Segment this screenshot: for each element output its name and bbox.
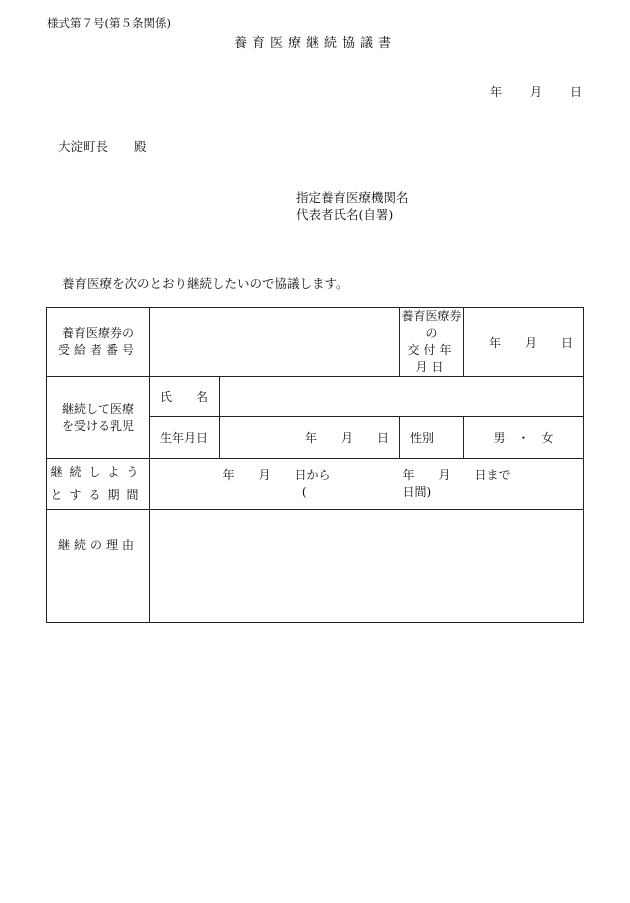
reason-label-text: 継続の理由 (57, 538, 138, 552)
name-label: 氏 名 (150, 377, 220, 417)
table-row (47, 459, 584, 510)
date-month-label: 月 (529, 85, 542, 99)
addressee (58, 137, 147, 155)
issue-date-label (400, 308, 464, 377)
form-number: 様式第７号(第５条関係) (47, 16, 171, 30)
period-label-line1: 継続しよう (50, 465, 146, 479)
period-line1: 年 月 日から 年 月 日まで (222, 468, 511, 482)
infant-label (47, 377, 150, 459)
recipient-number-label (47, 308, 150, 377)
recipient-number-label-line1: 養育医療券の (61, 326, 134, 340)
infant-label-line2: を受ける乳児 (61, 418, 134, 433)
period-field[interactable] (150, 459, 584, 510)
issue-date-label-line1: 養育医療券の (401, 309, 462, 340)
period-line2: ( 日間) (301, 485, 432, 499)
document-title: 養育医療継続協議書 (233, 36, 396, 51)
table-row (47, 377, 584, 417)
birthdate-label: 生年月日 (150, 417, 220, 459)
period-label-line2: とする期間 (50, 488, 146, 502)
period-label (47, 459, 150, 510)
table-row (47, 510, 584, 623)
date-year-label: 年 (489, 85, 502, 99)
issue-date-field[interactable]: 年 月 日 (464, 308, 584, 377)
addressee-name: 大淀町長 (58, 139, 109, 154)
issue-date-label-line2: 交付年月日 (407, 343, 456, 374)
sex-options[interactable]: 男 ・ 女 (464, 417, 584, 459)
date-day-label: 日 (569, 85, 582, 99)
recipient-number-field[interactable] (150, 308, 400, 377)
sex-label: 性別 (400, 417, 464, 459)
intro-text: 養育医療を次のとおり継続したいので協議します。 (62, 276, 349, 291)
reason-field[interactable] (150, 510, 584, 623)
document-date (490, 83, 582, 100)
application-table (46, 307, 584, 623)
name-field[interactable] (220, 377, 584, 417)
table-row (47, 308, 584, 377)
recipient-number-label-line2: 受給者番号 (57, 343, 138, 357)
reason-label (47, 510, 150, 623)
birthdate-field[interactable]: 年 月 日 (220, 417, 400, 459)
addressee-honorific: 殿 (134, 139, 147, 154)
infant-label-line1: 継続して医療 (61, 401, 134, 416)
institution-label: 指定養育医療機関名 (296, 190, 409, 205)
representative-label: 代表者氏名(自署) (296, 207, 394, 222)
